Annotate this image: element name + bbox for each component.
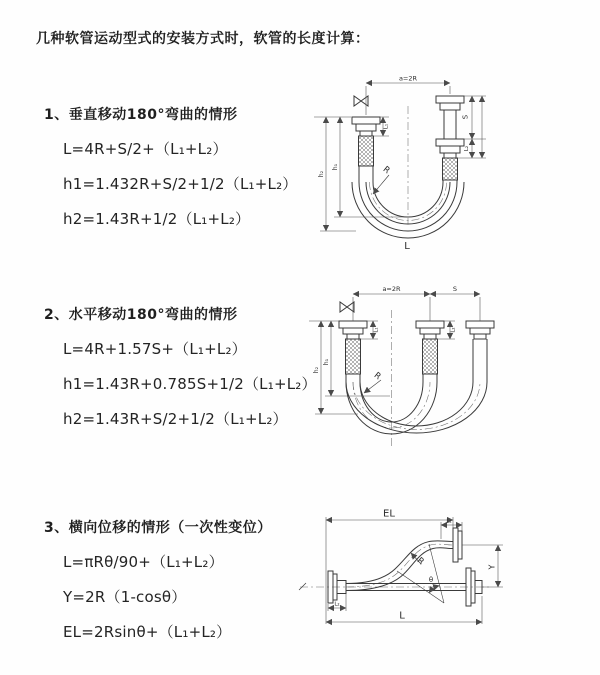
- radius-leader: [364, 380, 381, 393]
- centerlines: [370, 106, 447, 224]
- radius-label: R: [371, 370, 383, 383]
- braided-hose: [359, 136, 374, 166]
- section-2-heading: 2、水平移动180°弯曲的情形: [44, 307, 238, 323]
- formula-line: L=4R+1.57S+（L₁+L₂）: [63, 340, 247, 358]
- section-1: [44, 104, 314, 229]
- section-1-heading: 1、垂直移动180°弯曲的情形: [44, 107, 238, 123]
- right-connector: [436, 96, 464, 182]
- dim-label-l2: L₂: [450, 327, 457, 333]
- radius-label: R: [414, 555, 426, 568]
- dim-label-l1: L₁: [383, 123, 390, 130]
- dim-label-h1: h₁: [323, 358, 330, 366]
- dim-label-l1: L₁: [446, 518, 452, 525]
- upper-right-flange: [453, 528, 462, 562]
- hose-drawing: [339, 302, 494, 434]
- dim-label-el: EL: [383, 508, 395, 520]
- formula-line: Y=2R（1-cosθ）: [63, 588, 187, 606]
- dim-label-span: a=2R: [382, 285, 401, 293]
- dimension-lines: [309, 294, 480, 414]
- braided-hose: [423, 339, 438, 374]
- dim-label-h2: h₂: [318, 170, 325, 178]
- dim-label-l2: L₂: [464, 145, 470, 152]
- dim-label-l2: L₂: [334, 601, 340, 608]
- shifted-connector: [466, 321, 494, 382]
- diagram-horizontal-180-bend: [301, 282, 588, 462]
- diagram-vertical-180-bend: [306, 72, 586, 258]
- dim-label-h2: h₂: [313, 366, 320, 374]
- section-3-heading: 3、横向位移的情形（一次性变位）: [44, 520, 272, 536]
- valve-icon: [340, 302, 354, 312]
- radius-label: R: [380, 164, 392, 177]
- hose-drawing: [299, 528, 482, 606]
- radius-leader: [373, 175, 389, 194]
- formula-line: h1=1.432R+S/2+1/2（L₁+L₂）: [63, 175, 298, 193]
- length-label: L: [404, 241, 410, 252]
- dimension-lines: [326, 517, 503, 624]
- formula-line: h2=1.43R+S/2+1/2（L₁+L₂）: [63, 410, 288, 428]
- dim-label-h1: h₁: [332, 163, 339, 171]
- braided-hose: [346, 339, 361, 374]
- dim-label-span: a=2R: [398, 74, 418, 83]
- braided-hose: [443, 158, 458, 180]
- hose-u-arcs: [346, 382, 487, 434]
- diagram-lateral-displacement: [294, 500, 586, 660]
- left-connector: [352, 117, 380, 182]
- dim-label-y: Y: [487, 564, 497, 570]
- left-connector: [339, 321, 367, 382]
- page-title: 几种软管运动型式的安装方式时，软管的长度计算：: [36, 31, 370, 47]
- formula-line: L=πRθ/90+（L₁+L₂）: [63, 553, 224, 571]
- middle-connector: [416, 321, 444, 382]
- section-3: [44, 517, 314, 642]
- formula-line: L=4R+S/2+（L₁+L₂）: [63, 140, 228, 158]
- formula-line: EL=2Rsinθ+（L₁+L₂）: [63, 623, 232, 641]
- angle-arc: [429, 586, 439, 593]
- formula-line: h2=1.43R+1/2（L₁+L₂）: [63, 210, 251, 228]
- length-label: L: [399, 610, 405, 622]
- centerline-break-mark: [299, 583, 306, 590]
- formula-line: h1=1.43R+0.785S+1/2（L₁+L₂）: [63, 375, 317, 393]
- dim-label-s: S: [461, 114, 470, 120]
- angle-label: θ: [428, 576, 434, 584]
- dim-label-l1: L₁: [373, 327, 380, 333]
- dim-label-s: S: [452, 285, 458, 293]
- section-2: [44, 304, 317, 429]
